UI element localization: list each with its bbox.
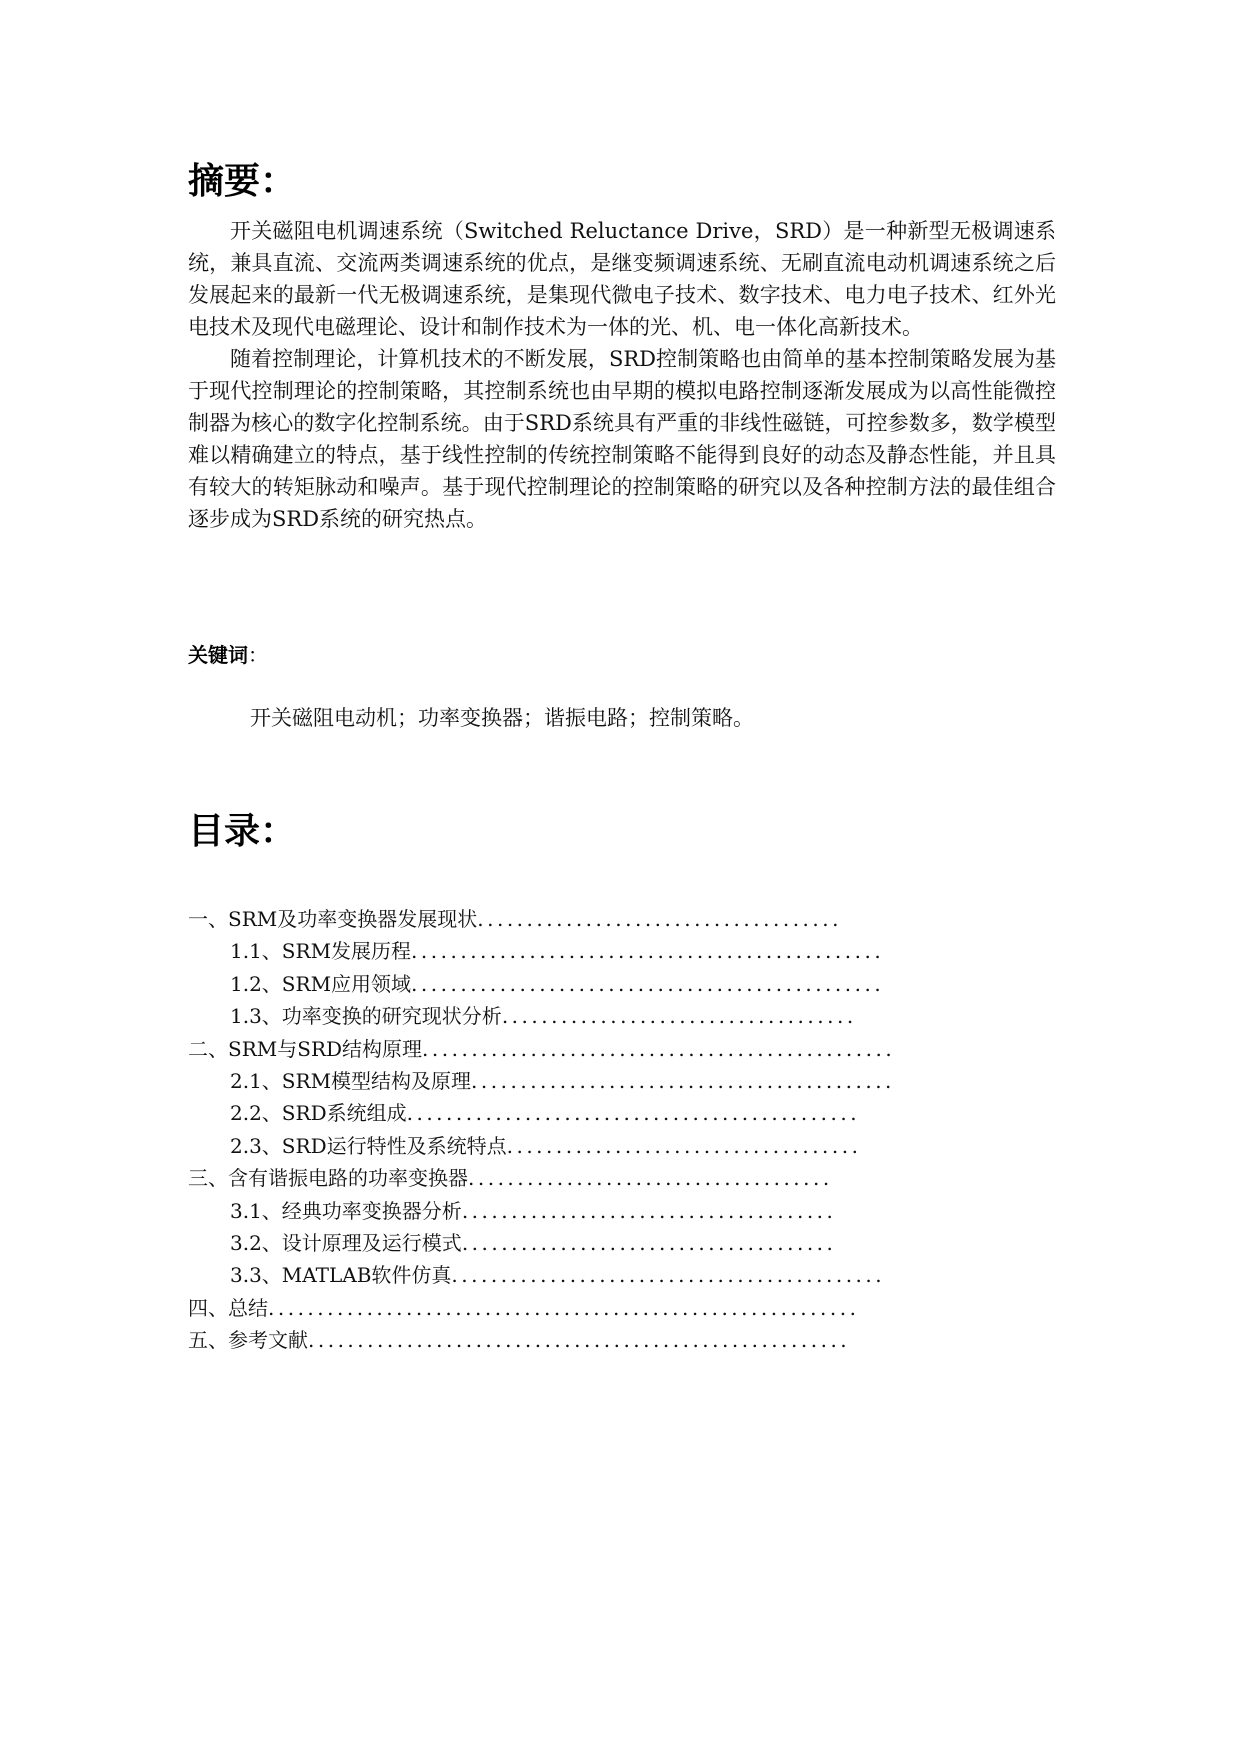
- toc-leader-dots: ......................................: [461, 1198, 837, 1223]
- toc-entry-label: 1.1、SRM发展历程: [230, 939, 412, 964]
- toc-leader-dots: .......................................................: [308, 1328, 851, 1353]
- toc-entry-label: 2.2、SRD系统组成: [230, 1101, 407, 1126]
- toc-entry-2-3: [188, 1130, 1068, 1162]
- toc-leader-dots: .....................................: [468, 1166, 833, 1191]
- toc-leader-dots: ................................................: [411, 939, 885, 964]
- toc-entry-1-2: [188, 968, 1068, 1000]
- keywords-values: 开关磁阻电动机；功率变换器；谐振电路；控制策略。: [250, 706, 754, 730]
- abstract-paragraph: 开关磁阻电机调速系统（Switched Reluctance Drive，SRD）是一种新型无极调速系统，兼具直流、交流两类调速系统的优点，是继变频调速系统、无刷直流电动机调速系统之后发展起来的最新一代无极调速系统，是集现代微电子技术、数字技术、电力电子技术、红外光电技术及现代电磁理论、设计和制作技术为一体的光、机、电一体化高新技术。: [188, 219, 1056, 339]
- toc-leader-dots: ....................................: [506, 1133, 862, 1158]
- toc-leader-dots: ......................................: [461, 1230, 837, 1255]
- toc-entry-1-1: [188, 935, 1068, 967]
- keywords-colon: ：: [248, 643, 268, 667]
- toc-leader-dots: ............................................: [451, 1263, 886, 1288]
- toc-entry-3-2: [188, 1227, 1068, 1259]
- toc-entry-2-2: [188, 1097, 1068, 1129]
- toc-entry-label: 三、含有谐振电路的功率变换器: [188, 1166, 468, 1191]
- toc-entry-label: 3.2、设计原理及运行模式: [230, 1230, 462, 1255]
- toc-leader-dots: ...........................................: [471, 1068, 895, 1093]
- toc-entry-chapter-4: [188, 1292, 1068, 1324]
- toc-leader-dots: ................................................: [422, 1036, 896, 1061]
- toc-entry-label: 二、SRM与SRD结构原理: [188, 1036, 423, 1061]
- toc-entry-label: 1.2、SRM应用领域: [230, 971, 412, 996]
- toc-entry-label: 3.1、经典功率变换器分析: [230, 1198, 462, 1223]
- toc-entry-chapter-2: [188, 1033, 1068, 1065]
- toc-leader-dots: ................................................: [411, 971, 885, 996]
- table-of-contents: [188, 903, 1068, 1356]
- toc-entry-chapter-5: [188, 1324, 1068, 1356]
- toc-entry-label: 四、总结: [188, 1295, 268, 1320]
- toc-entry-label: 一、SRM及功率变换器发展现状: [188, 907, 478, 931]
- toc-leader-dots: ....................................: [501, 1004, 857, 1029]
- toc-leader-dots: ..............................................: [406, 1101, 861, 1126]
- toc-entry-label: 1.3、功率变换的研究现状分析: [230, 1004, 502, 1029]
- toc-heading: 目录：: [188, 811, 297, 852]
- toc-entry-3-1: [188, 1195, 1068, 1227]
- toc-entry-label: 3.3、MATLAB软件仿真: [230, 1263, 452, 1288]
- toc-leader-dots: .....................................: [477, 907, 842, 931]
- toc-entry-2-1: [188, 1065, 1068, 1097]
- abstract-paragraph: 随着控制理论，计算机技术的不断发展，SRD控制策略也由简单的基本控制策略发展为基于现代控制理论的控制策略，其控制系统也由早期的模拟电路控制逐渐发展成为以高性能微控制器为核心的数字化控制系统。由于SRD系统具有严重的非线性磁链，可控参数多，数学模型难以精确建立的特点，基于线性控制的传统控制策略不能得到良好的动态及静态性能，并且具有较大的转矩脉动和噪声。基于现代控制理论的控制策略的研究以及各种控制方法的最佳组合逐步成为SRD系统的研究热点。: [188, 347, 1056, 531]
- keywords-label: [188, 640, 268, 670]
- toc-entry-3-3: [188, 1259, 1068, 1291]
- toc-entry-chapter-1: [188, 903, 1068, 935]
- abstract-heading: 摘要：: [188, 161, 297, 202]
- abstract-body: [188, 215, 1056, 535]
- keywords-label-text: 关键词: [188, 643, 248, 667]
- toc-entry-label: 2.1、SRM模型结构及原理: [230, 1068, 472, 1093]
- toc-entry-label: 五、参考文献: [188, 1328, 308, 1353]
- toc-leader-dots: ............................................................: [268, 1295, 860, 1320]
- toc-entry-label: 2.3、SRD运行特性及系统特点: [230, 1133, 507, 1158]
- toc-entry-chapter-3: [188, 1162, 1068, 1194]
- toc-entry-1-3: [188, 1000, 1068, 1032]
